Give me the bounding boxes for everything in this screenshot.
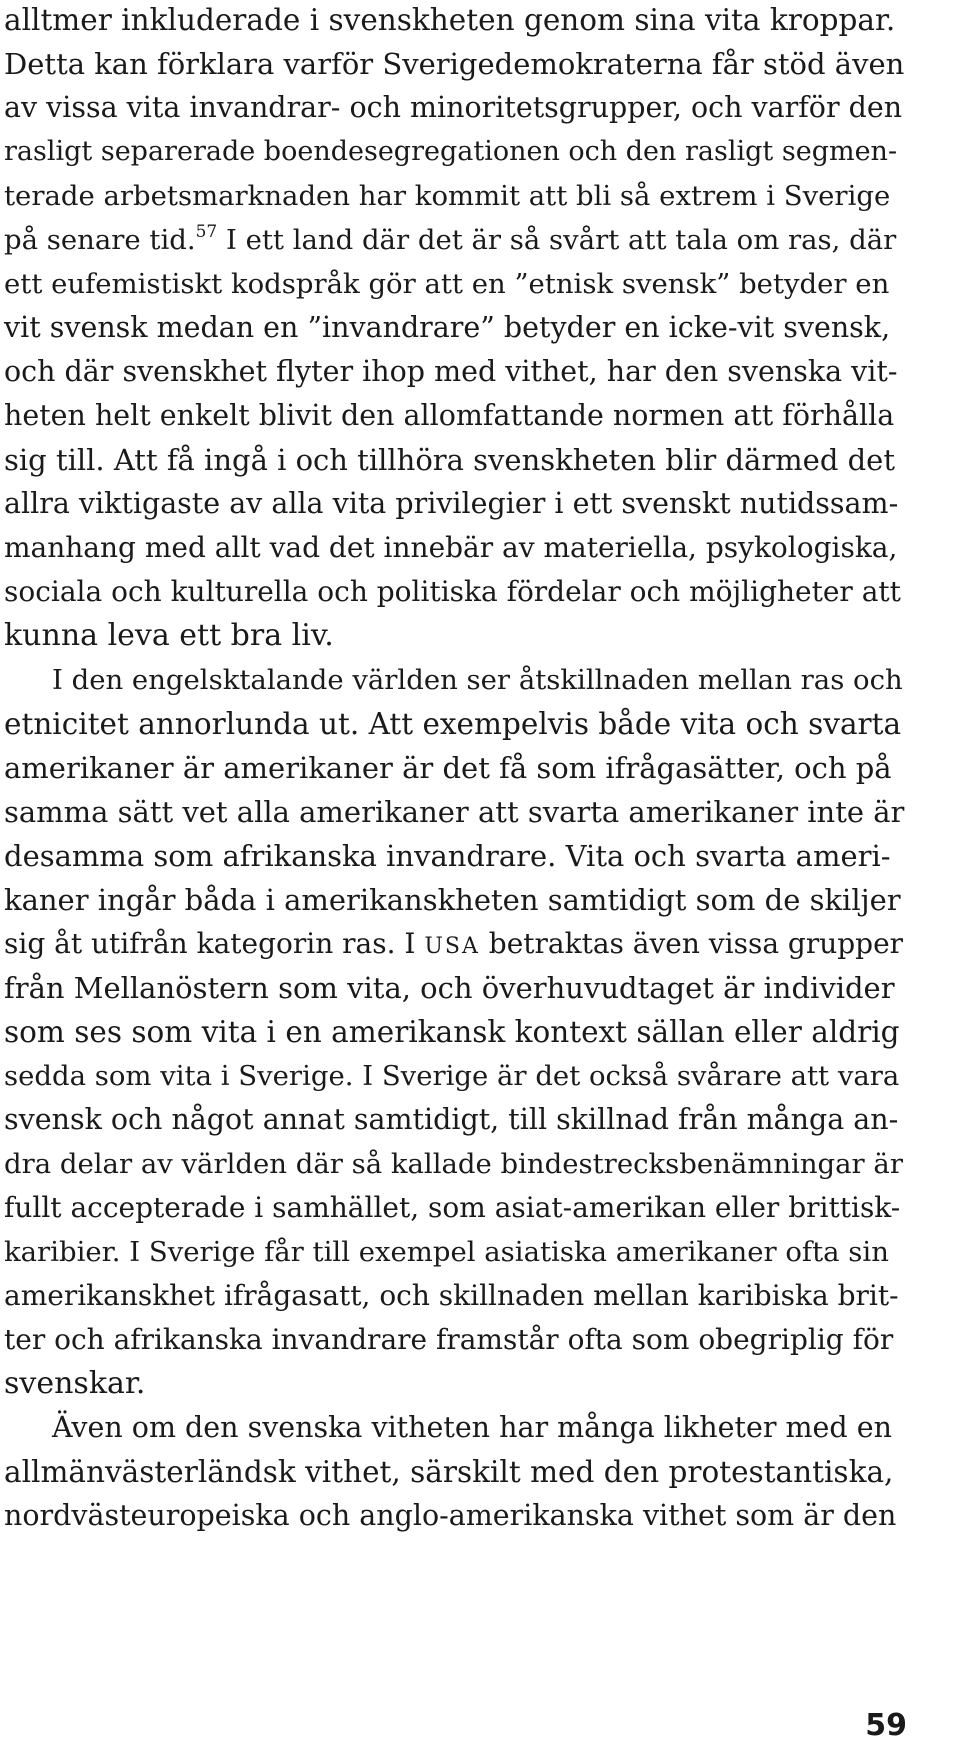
text-line: kaner ingår båda i amerikanskheten samtidigt som de skiljer [4, 883, 901, 917]
text-line: allra viktigaste av alla vita privilegier i ett svenskt nutidssam- [4, 487, 899, 520]
text-segment: I ett land där det är så svårt att tala om ras, där [225, 224, 897, 256]
text-line: rasligt separerade boendesegregationen och den rasligt segmen- [4, 136, 898, 167]
text-line: fullt accepterade i samhället, som asiat-amerikan eller brittisk- [4, 1191, 901, 1224]
text-line: sociala och kulturella och politiska fördelar och möjligheter att [4, 575, 901, 608]
text-line: desamma som afrikanska invandrare. Vita och svarta ameri- [4, 839, 891, 873]
text-segment: betraktas även vissa grupper [488, 927, 904, 960]
text-line: Detta kan förklara varför Sverigedemokraterna får stöd även [4, 47, 905, 81]
text-line: ter och afrikanska invandrare framstår ofta som obegriplig för [4, 1323, 894, 1356]
text-line-with-abbreviation [4, 924, 903, 967]
text-line: och där svenskhet flyter ihop med vithet, har den svenska vit- [4, 355, 898, 388]
paragraph-first-line: Även om den svenska vitheten har många likheter med en [52, 1411, 892, 1444]
paragraph-first-line: I den engelsktalande världen ser åtskillnaden mellan ras och [52, 664, 903, 696]
usa-abbreviation: USA [424, 934, 480, 959]
text-line: svenskar. [4, 1366, 146, 1401]
text-line: vit svensk medan en ”invandrare” betyder en icke-vit svensk, [4, 311, 891, 344]
text-line-with-footnote [4, 220, 896, 260]
text-line: som ses som vita i en amerikansk kontext sällan eller aldrig [4, 1015, 900, 1049]
page-number: 59 [865, 1708, 907, 1743]
text-line: svensk och något annat samtidigt, till skillnad från många an- [4, 1103, 899, 1136]
text-line: alltmer inkluderade i svenskheten genom sina vita kroppar. [4, 3, 896, 37]
text-segment: på senare tid. [4, 224, 196, 256]
text-line: sig till. Att få ingå i och tillhöra svenskheten blir därmed det [4, 443, 895, 477]
text-segment: sig åt utifrån kategorin ras. I [4, 927, 416, 960]
text-line: amerikanskhet ifrågasatt, och skillnaden mellan karibiska brit- [4, 1279, 899, 1312]
text-line: från Mellanöstern som vita, och överhuvudtaget är individer [4, 971, 895, 1005]
text-line: sedda som vita i Sverige. I Sverige är det också svårare att vara [4, 1060, 900, 1092]
text-line: terade arbetsmarknaden har kommit att bli så extrem i Sverige [4, 180, 891, 212]
text-line: etnicitet annorlunda ut. Att exempelvis både vita och svarta [4, 707, 902, 741]
text-line: manhang med allt vad det innebär av materiella, psykologiska, [4, 531, 898, 564]
footnote-reference[interactable]: 57 [195, 222, 218, 242]
text-line: allmänvästerländsk vithet, särskilt med den protestantiska, [4, 1455, 894, 1489]
text-line: heten helt enkelt blivit den allomfattande normen att förhålla [4, 399, 895, 432]
text-line: karibier. I Sverige får till exempel asiatiska amerikaner ofta sin [4, 1236, 889, 1268]
text-line: av vissa vita invandrar- och minoritetsgrupper, och varför den [4, 91, 903, 124]
text-line: dra delar av världen där så kallade bindestrecksbenämningar är [4, 1148, 903, 1180]
text-line: amerikaner är amerikaner är det få som ifrågasätter, och på [4, 751, 892, 785]
text-line: ett eufemistiskt kodspråk gör att en ”etnisk svensk” betyder en [4, 268, 890, 300]
text-line: nordvästeuropeiska och anglo-amerikanska vithet som är den [4, 1499, 897, 1532]
text-line: kunna leva ett bra liv. [4, 618, 334, 653]
text-line: samma sätt vet alla amerikaner att svarta amerikaner inte är [4, 795, 905, 829]
